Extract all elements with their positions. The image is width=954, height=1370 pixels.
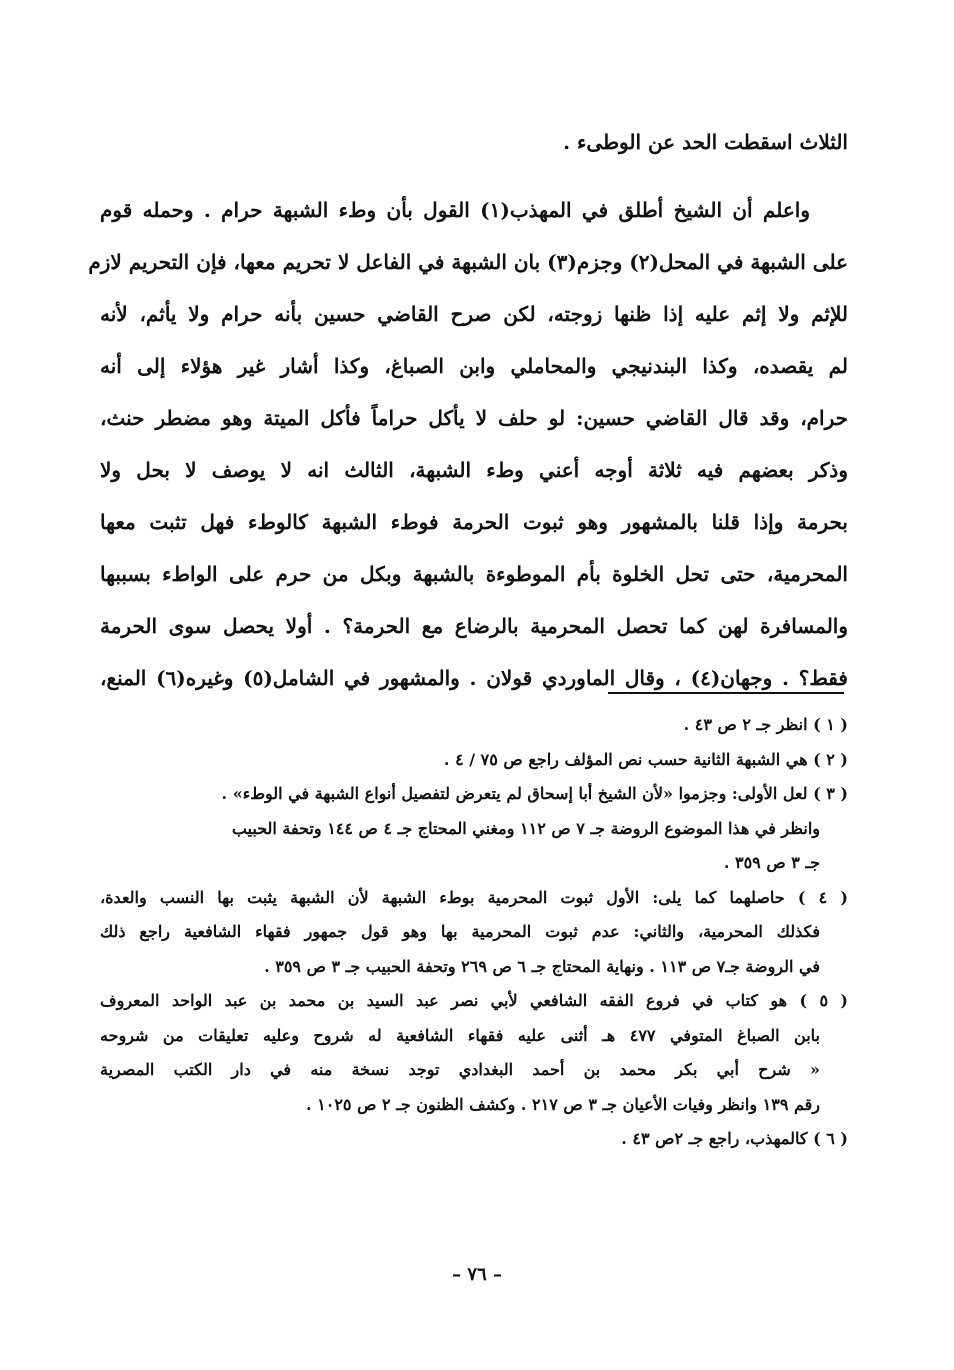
text-line: المحرمية، حتى تحل الخلوة بأم الموطوءة بالشبهة وبكل من حرم على الواطء بسببها [100, 562, 848, 586]
footnote-2: ( ٢ ) هي الشبهة الثانية حسب نص المؤلف راجع ص ٧٥ / ٤ . [443, 749, 848, 769]
footnote-5-continuation: بابن الصباغ المتوفي ٤٧٧ هـ أثنى عليه فقهاء الشافعية له شروح وعليه تعليقات من شروحه [100, 1025, 820, 1045]
text-line: بحرمة وإذا قلنا بالمشهور وهو ثبوت الحرمة فوطء الشبهة كالوطء فهل تثبت معها [100, 510, 848, 534]
footnote-3: ( ٣ ) لعل الأولى: وجزموا «لأن الشيخ أبا إسحاق لم يتعرض لتفصيل أنواع الشبهة في الوطء» . [221, 784, 848, 803]
footnote-1: ( ١ ) انظر جـ ٢ ص ٤٣ . [683, 715, 848, 734]
footnote-6: ( ٦ ) كالمهذب، راجع جـ ٢ص ٤٣ . [621, 1129, 848, 1148]
main-text-body [88, 116, 848, 704]
text-line: لم يقصده، وكذا البندنيجي والمحاملي وابن الصباغ، وكذا أشار غير هؤلاء إلى أنه [100, 354, 848, 378]
footnote-5-continuation: « شرح أبي بكر محمد بن أحمد البغدادي توجد نسخة منه في دار الكتب المصرية [100, 1060, 820, 1079]
text-line: للإثم ولا إثم عليه إذا ظنها زوجته، لكن صرح القاضي حسين بأنه حرام ولا يأثم، لأنه [100, 302, 848, 326]
text-line: فقط؟ . وجهان(٤) ، وقال الماوردي قولان . والمشهور في الشامل(٥) وغيره(٦) المنع، [100, 666, 848, 690]
footnotes [100, 708, 848, 1157]
text-line: حرام، وقد قال القاضي حسين: لو حلف لا يأكل حراماً فأكل الميتة وهو مضطر حنث، [100, 406, 848, 430]
text-line: واعلم أن الشيخ أطلق في المهذب(١) القول بأن وطء الشبهة حرام . وحمله قوم [100, 198, 810, 222]
footnote-4: ( ٤ ) حاصلهما كما يلى: الأول ثبوت المحرمية بوطء الشبهة لأن الشبهة يثبت بها النسب والعدة، [100, 887, 848, 907]
footnote-5-continuation: رقم ١٣٩ وانظر وفيات الأعيان جـ ٣ ص ٢١٧ . وكشف الظنون جـ ٢ ص ١٠٢٥ . [305, 1094, 820, 1114]
footnote-4-continuation: في الروضة جـ٧ ص ١١٣ . ونهاية المحتاج جـ ٦ ص ٢٦٩ وتحفة الحبيب جـ ٣ ص ٣٥٩ . [264, 956, 820, 976]
text-line: على الشبهة في المحل(٢) وجزم(٣) بان الشبهة في الفاعل لا تحريم معها، فإن التحريم لازم [88, 250, 848, 274]
page-number: – ٧٦ – [452, 1264, 502, 1285]
footnote-4-continuation: فكذلك المحرمية، والثاني: عدم ثبوت المحرمية بها وهو قول جمهور فقهاء الشافعية راجع ذلك [100, 922, 820, 941]
text-line: والمسافرة لهن كما تحصل المحرمية بالرضاع مع الحرمة؟ . أولا يحصل سوى الحرمة [100, 614, 848, 638]
text-line: وذكر بعضهم فيه ثلاثة أوجه أعني وطء الشبهة، الثالث انه لا يوصف لا بحل ولا [100, 458, 848, 482]
footnote-3-continuation: جـ ٣ ص ٣٥٩ . [723, 853, 820, 872]
footnote-5: ( ٥ ) هو كتاب في فروع الفقه الشافعي لأبي نصر عبد السيد بن محمد بن عبد الواحد المعروف [100, 991, 849, 1010]
footnote-3-continuation: وانظر في هذا الموضوع الروضة جـ ٧ ص ١١٢ ومغني المحتاج جـ ٤ ص ١٤٤ وتحفة الحبيب [231, 818, 820, 838]
text-line: الثلاث اسقطت الحد عن الوطىء . [563, 130, 848, 154]
footnote-divider [608, 692, 844, 694]
